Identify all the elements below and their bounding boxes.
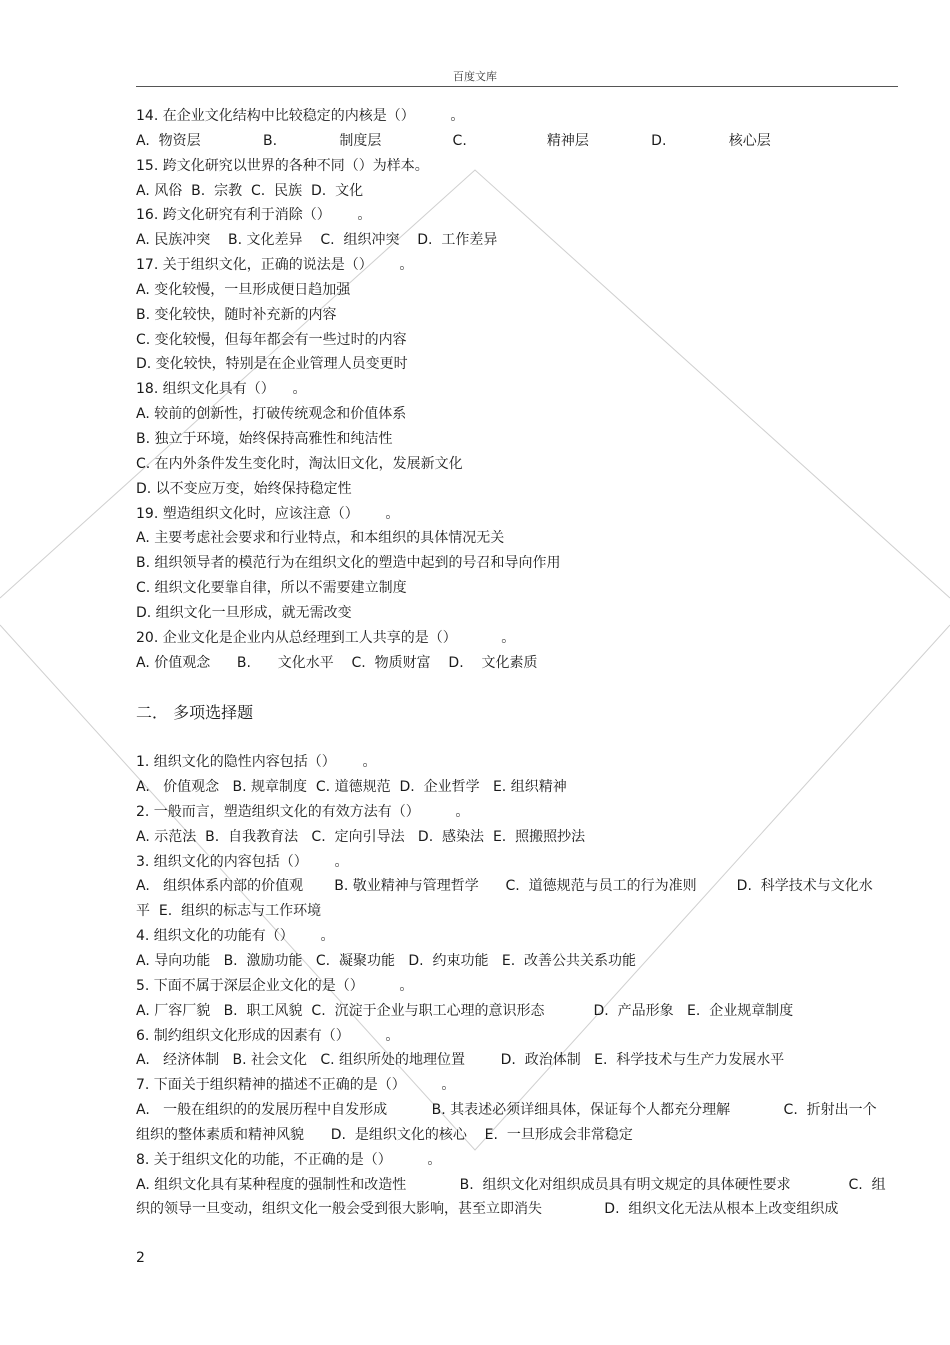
document-body — [136, 104, 898, 1222]
header-divider — [136, 86, 898, 87]
text-line: A. 一般在组织的的发展历程中自发形成 B. 其表述必须详细具体，保证每个人都充分理解 C. 折射出一个 — [136, 1102, 877, 1119]
text-line: 5. 下面不属于深层企业文化的是（） 。 — [136, 977, 414, 994]
section-heading: 二． 多项选择题 — [136, 703, 254, 723]
text-line: A. 主要考虑社会要求和行业特点，和本组织的具体情况无关 — [136, 530, 505, 547]
text-line: 18. 组织文化具有（） 。 — [136, 381, 307, 398]
text-line: 16. 跨文化研究有利于消除（） 。 — [136, 207, 372, 224]
text-line: A. 经济体制 B. 社会文化 C. 组织所处的地理位置 D. 政治体制 E. 科学技术与生产力发展水平 — [136, 1052, 785, 1069]
text-line: 7. 下面关于组织精神的描述不正确的是（） 。 — [136, 1077, 456, 1094]
header-title: 百度文库 — [453, 70, 497, 83]
text-line: 19. 塑造组织文化时，应该注意（） 。 — [136, 505, 400, 522]
text-line: A. 示范法 B. 自我教育法 C. 定向引导法 D. 感染法 E. 照搬照抄法 — [136, 828, 586, 845]
text-line: 6. 制约组织文化形成的因素有（） 。 — [136, 1027, 400, 1044]
text-line: C. 在内外条件发生变化时，淘汰旧文化，发展新文化 — [136, 455, 463, 472]
text-line: 1. 组织文化的隐性内容包括（） 。 — [136, 754, 377, 771]
text-line: D. 变化较快，特别是在企业管理人员变更时 — [136, 356, 408, 373]
text-line: D. 组织文化一旦形成，就无需改变 — [136, 604, 352, 621]
text-line: 20. 企业文化是企业内从总经理到工人共享的是（） 。 — [136, 629, 516, 646]
text-line: A. 民族冲突 B. 文化差异 C. 组织冲突 D. 工作差异 — [136, 232, 498, 249]
text-line: A. 价值观念 B. 规章制度 C. 道德规范 D. 企业哲学 E. 组织精神 — [136, 779, 567, 796]
text-line: A. 厂容厂貌 B. 职工风貌 C. 沉淀于企业与职工心理的意识形态 D. 产品形象 E. 企业规章制度 — [136, 1002, 794, 1019]
text-line: A. 物资层 B. 制度层 C. 精神层 D. 核心层 — [136, 132, 771, 149]
text-line: 15. 跨文化研究以世界的各种不同（）为样本。 — [136, 157, 429, 174]
text-line: 14. 在企业文化结构中比较稳定的内核是（） 。 — [136, 108, 465, 124]
text-line: B. 独立于环境，始终保持高雅性和纯洁性 — [136, 430, 393, 447]
text-line: 3. 组织文化的内容包括（） 。 — [136, 853, 349, 870]
text-line: 2. 一般而言，塑造组织文化的有效方法有（） 。 — [136, 803, 470, 820]
text-line: D. 以不变应万变，始终保持稳定性 — [136, 480, 352, 497]
text-line: A. 组织文化具有某种程度的强制性和改造性 B. 组织文化对组织成员具有明文规定的具体硬性要求 C. 组 — [136, 1176, 886, 1193]
text-line: C. 组织文化要靠自律，所以不需要建立制度 — [136, 580, 407, 597]
text-line: A. 较前的创新性，打破传统观念和价值体系 — [136, 406, 407, 423]
text-line: B. 组织领导者的模范行为在组织文化的塑造中起到的号召和导向作用 — [136, 555, 561, 572]
single-choice-section — [136, 104, 898, 675]
text-line: 8. 关于组织文化的功能，不正确的是（） 。 — [136, 1151, 442, 1168]
text-line: 4. 组织文化的功能有（） 。 — [136, 928, 335, 945]
text-line: 组织的整体素质和精神风貌 D. 是组织文化的核心 E. 一旦形成会非常稳定 — [136, 1126, 633, 1143]
text-line: A. 导向功能 B. 激励功能 C. 凝聚功能 D. 约束功能 E. 改善公共关系功能 — [136, 953, 637, 969]
multiple-choice-section — [136, 750, 898, 1222]
text-line: 17. 关于组织文化，正确的说法是（） 。 — [136, 257, 414, 274]
text-line: A. 价值观念 B. 文化水平 C. 物质财富 D. 文化素质 — [136, 654, 538, 671]
page-number: 2 — [136, 1250, 145, 1266]
text-line: C. 变化较慢，但每年都会有一些过时的内容 — [136, 331, 407, 348]
text-line: 平 E. 组织的标志与工作环境 — [136, 903, 322, 920]
text-line: A. 变化较慢，一旦形成便日趋加强 — [136, 281, 351, 298]
text-line: 织的领导一旦变动，组织文化一般会受到很大影响，甚至立即消失 D. 组织文化无法从根本上改变组织成 — [136, 1201, 839, 1218]
text-line: A. 风俗 B. 宗教 C. 民族 D. 文化 — [136, 182, 364, 199]
text-line: A. 组织体系内部的价值观 B. 敬业精神与管理哲学 C. 道德规范与员工的行为准则 D. 科学技术与文化水 — [136, 878, 873, 895]
text-line: B. 变化较快，随时补充新的内容 — [136, 306, 337, 323]
